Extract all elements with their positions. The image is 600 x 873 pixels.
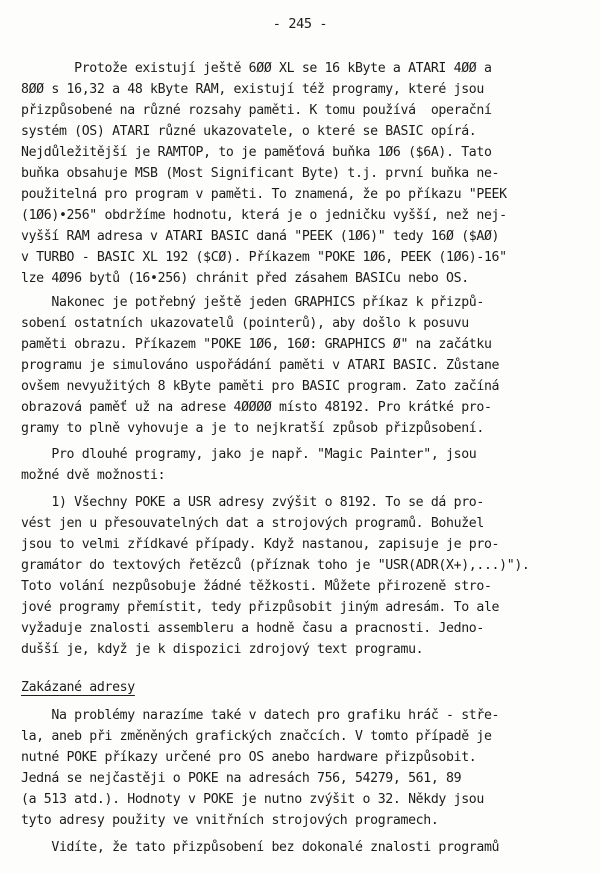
section-heading: Zakázané adresy — [21, 680, 135, 695]
text-line: Pro dlouhé programy, jako je např. "Magic Painter", jsou — [21, 447, 477, 462]
text-line: vést jen u přesouvatelných dat a strojových programů. Bohužel — [21, 516, 484, 531]
text-line: jsou to velmi zřídkavé případy. Když nastanou, zapisuje je pro- — [21, 537, 500, 552]
text-line: Nejdůležitější je RAMTOP, to je paměťová buňka 1Ø6 ($6A). Tato — [21, 145, 492, 160]
text-line: dušší je, když je k dispozici zdrojový text programu. — [21, 642, 424, 657]
text-line: vyžaduje znalosti assembleru a hodně času a pracnosti. Jedno- — [21, 621, 484, 636]
text-line: (1Ø6)•256" obdržíme hodnotu, která je o jedničku vyšší, než nej- — [21, 208, 507, 223]
text-line: jové programy přemístit, tedy přizpůsobit jiným adresám. To ale — [21, 600, 500, 615]
text-line: Na problémy narazíme také v datech pro grafiku hráč - stře- — [21, 708, 500, 723]
text-line: sobení ostatních ukazovatelů (pointerů), aby došlo k posuvu — [21, 316, 469, 331]
text-line: systém (OS) ATARI různé ukazovatele, o které se BASIC opírá. — [21, 124, 477, 139]
text-line: 8ØØ s 16,32 a 48 kByte RAM, existují též programy, které jsou — [21, 82, 484, 97]
text-line: nutné POKE příkazy určené pro OS anebo hardware přizpůsobit. — [21, 750, 477, 765]
text-line: přizpůsobené na různé rozsahy paměti. K tomu používá operační — [21, 103, 492, 118]
text-line: lze 4Ø96 bytů (16•256) chránit před zásahem BASICu nebo OS. — [21, 271, 469, 286]
page-number: - 245 - — [272, 16, 328, 32]
text-line: Jedná se nejčastěji o POKE na adresách 756, 54279, 561, 89 — [21, 771, 462, 786]
text-line: buňka obsahuje MSB (Most Significant Byte) t.j. první buňka ne- — [21, 166, 500, 181]
text-line: použitelná pro program v paměti. To znamená, že po příkazu "PEEK — [21, 187, 507, 202]
text-line: tyto adresy použity ve vnitřních strojových programech. — [21, 813, 439, 828]
text-line: obrazová paměť už na adrese 4ØØØØ místo 48192. Pro krátké pro- — [21, 400, 492, 415]
text-line: Toto volání nezpůsobuje žádné těžkosti. Můžete přirozeně stro- — [21, 579, 492, 594]
text-line: Vidíte, že tato přizpůsobení bez dokonalé znalosti programů — [21, 840, 500, 855]
text-line: programu je simulováno uspořádání paměti v ATARI BASIC. Zůstane — [21, 358, 500, 373]
text-line: 1) Všechny POKE a USR adresy zvýšit o 8192. To se dá pro- — [21, 495, 484, 510]
text-line: v TURBO - BASIC XL 192 ($CØ). Příkazem "POKE 1Ø6, PEEK (1Ø6)-16" — [21, 250, 507, 265]
text-line: gramátor do textových řetězců (příznak toho je "USR(ADR(X+),...)"). — [21, 558, 530, 573]
text-line: (a 513 atd.). Hodnoty v POKE je nutno zvýšit o 32. Někdy jsou — [21, 792, 484, 807]
text-line: Protože existují ještě 6ØØ XL se 16 kByte a ATARI 4ØØ a — [21, 61, 492, 76]
text-line: možné dvě možnosti: — [21, 468, 166, 483]
text-line: Nakonec je potřebný ještě jeden GRAPHICS příkaz k přizpů- — [21, 295, 484, 310]
text-line: gramy to plně vyhovuje a je to nejkratší způsob přizpůsobení. — [21, 421, 484, 436]
text-line: vyšší RAM adresa v ATARI BASIC daná "PEEK (1Ø6)" tedy 16Ø ($AØ) — [21, 229, 500, 244]
text-line: la, aneb při změněných grafických značcích. V tomto případě je — [21, 729, 492, 744]
text-line: ovšem nevyužitých 8 kByte paměti pro BASIC program. Zato začíná — [21, 379, 500, 394]
text-line: paměti obrazu. Příkazem "POKE 1Ø6, 16Ø: GRAPHICS Ø" na začátku — [21, 337, 492, 352]
